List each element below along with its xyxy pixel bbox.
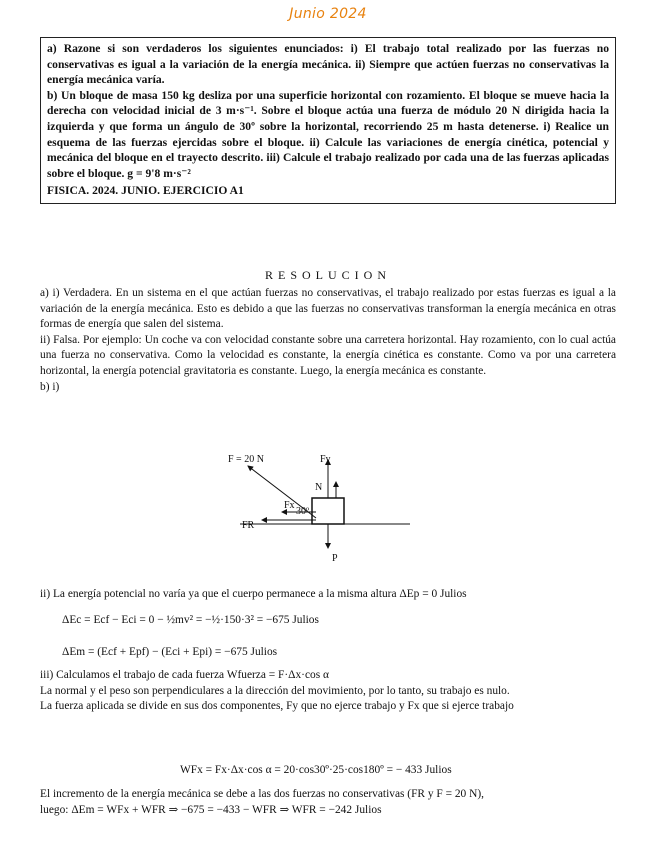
block (312, 498, 344, 524)
label-fy: Fy (320, 454, 331, 465)
answer-b-ii: ii) La energía potencial no varía ya que el cuerpo permanece a la misma altura ΔEp = 0 Julios (40, 588, 467, 600)
problem-part-b: b) Un bloque de masa 150 kg desliza por una superficie horizontal con rozamiento. El bloque se mueve hacia la derecha con velocidad inicial de 3 m·s⁻¹. Sobre el bloque actúa una fuerza de módulo 20 N dirigida hacia la izquierda y que forma un ángulo de 30º sobre la horizontal, recorriendo 25 m hasta detenerse. i) Realice un esquema de las fuerzas ejercidas sobre el bloque. ii) Calcule las variaciones de energía cinética, potencial y mecánica del bloque en el trayecto descrito. iii) Calcule el trabajo realizado por cada una de las fuerzas aplicadas sobre el bloque. g = 9'8 m·s⁻² (47, 88, 609, 180)
components-note: La fuerza aplicada se divide en sus dos componentes, Fy que no ejerce trabajo y Fx que si ejerce trabajo (40, 700, 514, 713)
label-applied-force: F = 20 N (228, 454, 264, 465)
force-diagram (200, 448, 460, 573)
resolution-title: RESOLUCION (264, 268, 391, 282)
resolution-part-b-iii (40, 668, 616, 715)
label-angle: 30º (296, 506, 310, 517)
equation-final: luego: ΔEm = WFx + WFR ⇒ −675 = −433 − WFR ⇒ WFR = −242 Julios (40, 803, 382, 816)
label-fr: FR (242, 520, 255, 531)
equation-work-fx: WFx = Fx·Δx·cos α = 20·cos30º·25·cos180º = − 433 Julios (180, 764, 452, 776)
problem-reference: FISICA. 2024. JUNIO. EJERCICIO A1 (47, 184, 244, 198)
page-header: Junio 2024 (289, 6, 367, 22)
answer-a-i: a) i) Verdadera. En un sistema en el que actúan fuerzas no conservativas, el trabajo realizado por estas fuerzas es igual a la variación de la energía mecánica. Esto es debido a que las fuerzas no conservativas transforman la energía mecánica en otras formas de energía que salen del sistema. (40, 287, 616, 331)
normal-weight-note: La normal y el peso son perpendiculares a la dirección del movimiento, por lo tanto, su trabajo es nulo. (40, 684, 510, 697)
increment-note: El incremento de la energía mecánica se debe a las dos fuerzas no conservativas (FR y F = 20 N), (40, 788, 484, 800)
answer-b-iii: iii) Calculamos el trabajo de cada fuerza Wfuerza = F·Δx·cos α (40, 669, 329, 681)
equation-delta-em: ΔEm = (Ecf + Epf) − (Eci + Epi) = −675 Julios (62, 646, 278, 658)
label-fx: Fx (284, 500, 295, 511)
answer-b-i-label: b) i) (40, 380, 60, 393)
resolution-part-a (40, 286, 616, 395)
answer-a-ii: ii) Falsa. Por ejemplo: Un coche va con velocidad constante sobre una carretera horizontal. Hay rozamiento, con lo cual actúa una fuerza no conservativa. Como la velocidad es constante, la energía cinética es constante. Como va por una carretera horizontal, la energía potencial gravitatoria es constante. Luego, la energía mecánica es constante. (40, 333, 616, 377)
problem-part-a: a) Razone si son verdaderos los siguientes enunciados: i) El trabajo total realizado por las fuerzas no conservativas es igual a la variación de la energía mecánica. ii) Siempre que actúen fuerzas no conservativas la energía mecánica varía. (47, 42, 609, 87)
problem-statement-box (40, 37, 616, 204)
equation-delta-ec: ΔEc = Ecf − Eci = 0 − ½mv² = −½·150·3² = −675 Julios (62, 614, 319, 626)
label-p: P (332, 553, 338, 564)
resolution-conclusion (40, 787, 616, 818)
label-n: N (315, 482, 323, 493)
